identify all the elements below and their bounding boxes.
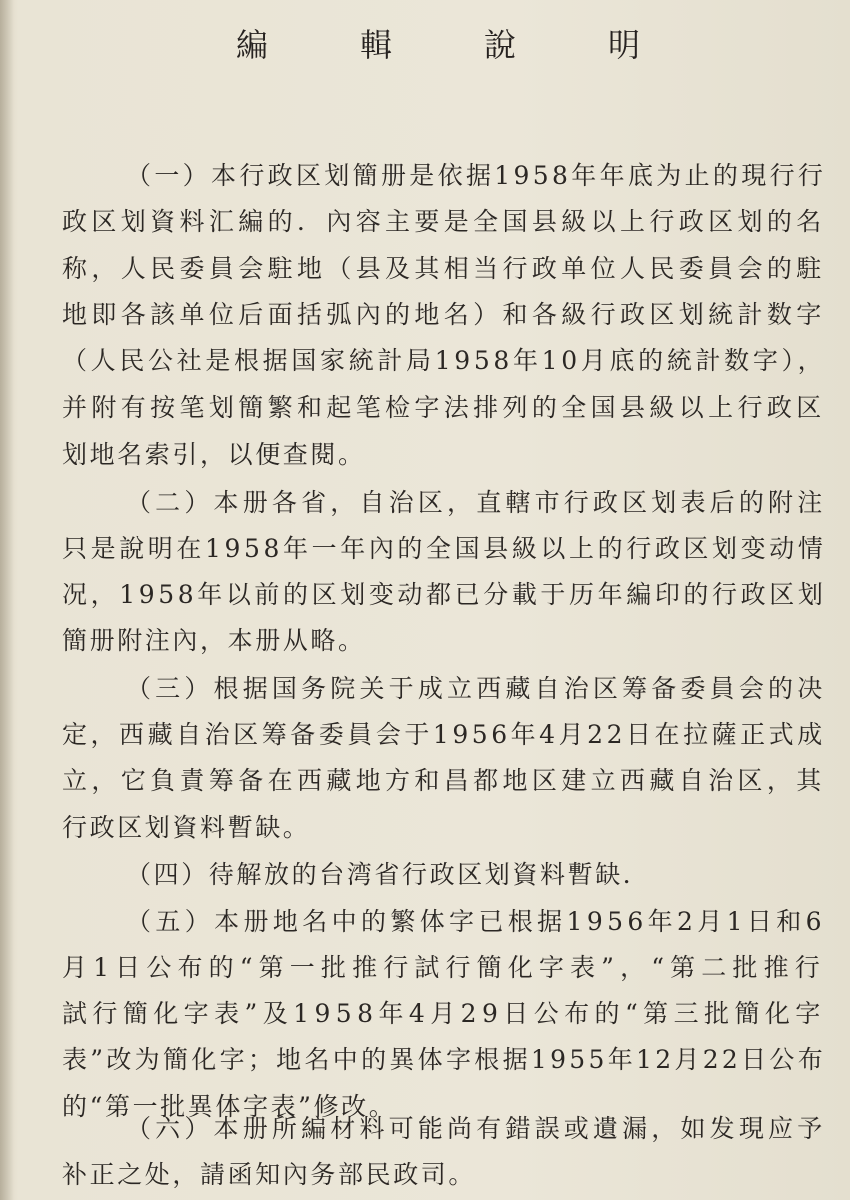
paragraph-1-line: 划地名索引，以便查閱。 <box>62 440 366 469</box>
title-char: 說 <box>483 26 516 64</box>
paragraph-1-line: 并附有按笔划簡繁和起笔检字法排列的全国县級以上行政区 <box>62 393 826 422</box>
page-title <box>228 20 648 66</box>
paragraph-4-line: （四）待解放的台湾省行政区划資料暫缺． <box>126 860 651 889</box>
paragraph-3-line: 行政区划資料暫缺。 <box>62 813 311 842</box>
paragraph-1-line: 政区划資料汇編的．內容主要是全国县級以上行政区划的名 <box>62 207 826 236</box>
paragraph-3-line: （三）根据国务院关于成立西藏自治区筹备委員会的决 <box>126 674 827 703</box>
paragraph-2-line: （二）本册各省，自治区，直轄市行政区划表后的附注 <box>126 488 827 517</box>
binding-shadow <box>0 0 14 1200</box>
paragraph-5-line: 的“第一批異体字表”修改。 <box>62 1092 397 1121</box>
title-char: 輯 <box>359 26 392 64</box>
paragraph-2-line: 只是說明在1958年一年內的全国县級以上的行政区划变动情 <box>62 534 827 563</box>
paragraph-5-line: （五）本册地名中的繁体字已根据1956年2月1日和6 <box>126 907 826 936</box>
title-char: 明 <box>607 26 640 64</box>
paragraph-5-line: 試行簡化字表”及1958年4月29日公布的“第三批簡化字 <box>62 999 826 1028</box>
paragraph-5-line: 月1日公布的“第一批推行試行簡化字表”，“第二批推行 <box>62 953 826 982</box>
paragraph-6-line: 补正之处，請函知內务部民政司。 <box>62 1160 477 1189</box>
paragraph-6-line: （六）本册所編材料可能尚有錯誤或遺漏，如发現应予 <box>126 1114 827 1143</box>
paragraph-3-line: 定，西藏自治区筹备委員会于1956年4月22日在拉薩正式成 <box>62 720 826 749</box>
paragraph-3-line: 立，它負責筹备在西藏地方和昌都地区建立西藏自治区，其 <box>62 766 826 795</box>
paragraph-1-line: （一）本行政区划簡册是依据1958年年底为止的現行行 <box>126 161 827 190</box>
paragraph-2-line: 簡册附注內，本册从略。 <box>62 626 366 655</box>
paragraph-1-line: 称，人民委員会駐地（县及其相当行政单位人民委員会的駐 <box>62 254 826 283</box>
paragraph-5-line: 表”改为簡化字；地名中的異体字根据1955年12月22日公布 <box>62 1045 827 1074</box>
paragraph-1-line: （人民公社是根据国家統計局1958年10月底的統計数字）， <box>62 346 827 375</box>
title-char: 編 <box>235 26 268 64</box>
paragraph-1-line: 地即各該单位后面括弧內的地名）和各級行政区划統計数字 <box>62 300 826 329</box>
paragraph-2-line: 况，1958年以前的区划变动都已分載于历年編印的行政区划 <box>62 580 827 609</box>
